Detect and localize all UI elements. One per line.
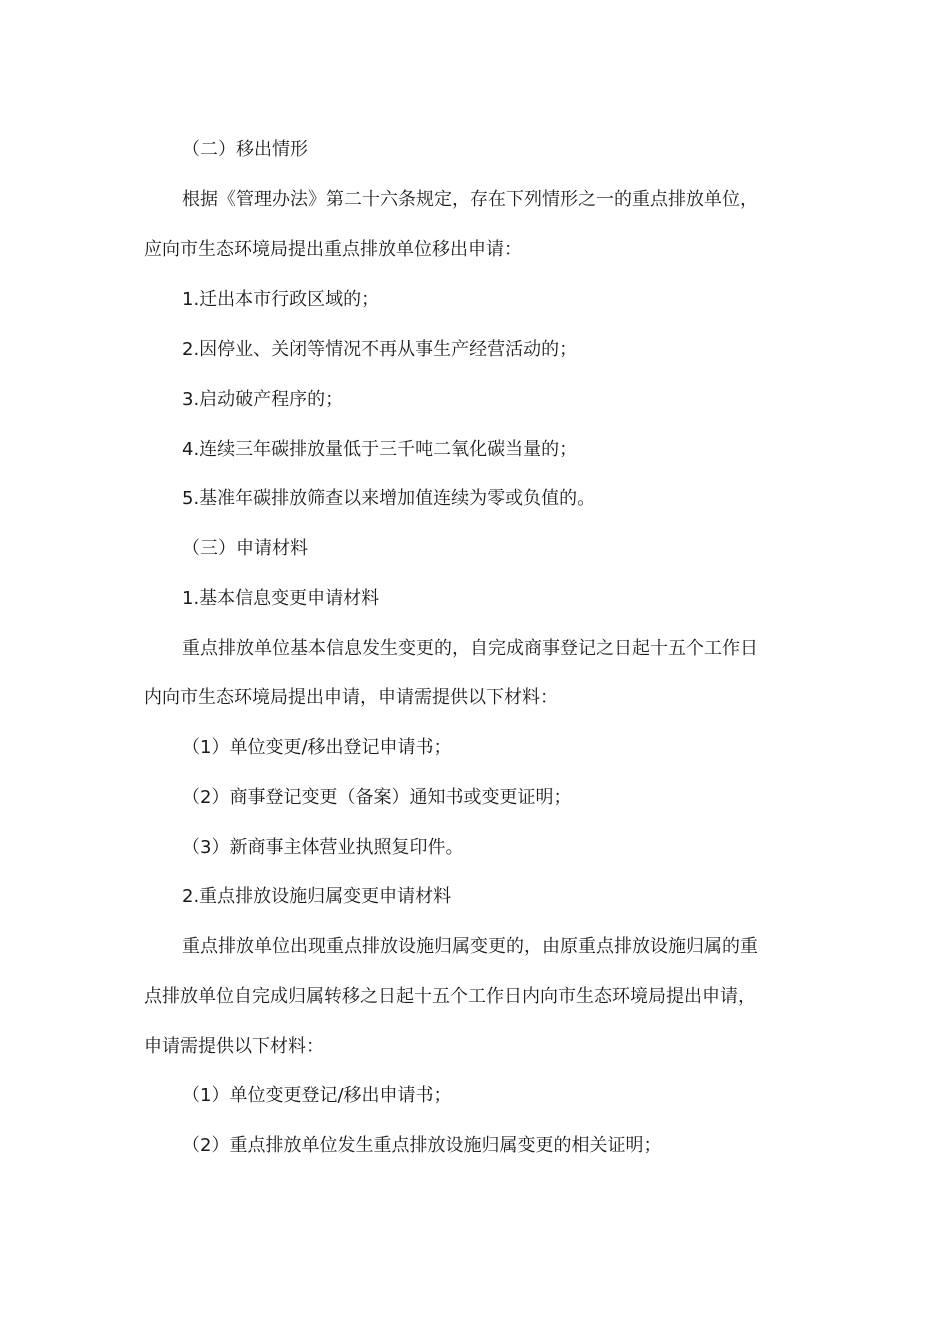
list-item: （1）单位变更/移出登记申请书； [182,737,452,758]
list-item: 2.因停业、关闭等情况不再从事生产经营活动的； [182,339,578,360]
subsection-heading: 2.重点排放设施归属变更申请材料 [182,886,452,907]
paragraph-line: 应向市生态环境局提出重点排放单位移出申请： [144,239,522,260]
paragraph-line: 内向市生态环境局提出申请，申请需提供以下材料： [144,687,558,708]
list-item: 5.基准年碳排放筛查以来增加值连续为零或负值的。 [182,488,596,509]
list-item: （2）商事登记变更（备案）通知书或变更证明； [182,787,572,808]
paragraph-line: 申请需提供以下材料： [144,1036,324,1057]
paragraph-line: 重点排放单位基本信息发生变更的，自完成商事登记之日起十五个工作日 [182,638,758,659]
list-item: 4.连续三年碳排放量低于三千吨二氧化碳当量的； [182,439,578,460]
list-item: （1）单位变更登记/移出申请书； [182,1085,452,1106]
subsection-heading: 1.基本信息变更申请材料 [182,588,380,609]
section-heading-materials: （三）申请材料 [182,538,308,559]
list-item: （2）重点排放单位发生重点排放设施归属变更的相关证明； [182,1135,662,1156]
list-item: 1.迁出本市行政区域的； [182,289,380,310]
paragraph-line: 重点排放单位出现重点排放设施归属变更的，由原重点排放设施归属的重 [182,936,758,957]
section-heading-removal: （二）移出情形 [182,139,308,160]
list-item: （3）新商事主体营业执照复印件。 [182,837,464,858]
list-item: 3.启动破产程序的； [182,389,344,410]
paragraph-line: 点排放单位自完成归属转移之日起十五个工作日内向市生态环境局提出申请， [144,986,756,1007]
paragraph-line: 根据《管理办法》第二十六条规定，存在下列情形之一的重点排放单位， [182,189,758,210]
